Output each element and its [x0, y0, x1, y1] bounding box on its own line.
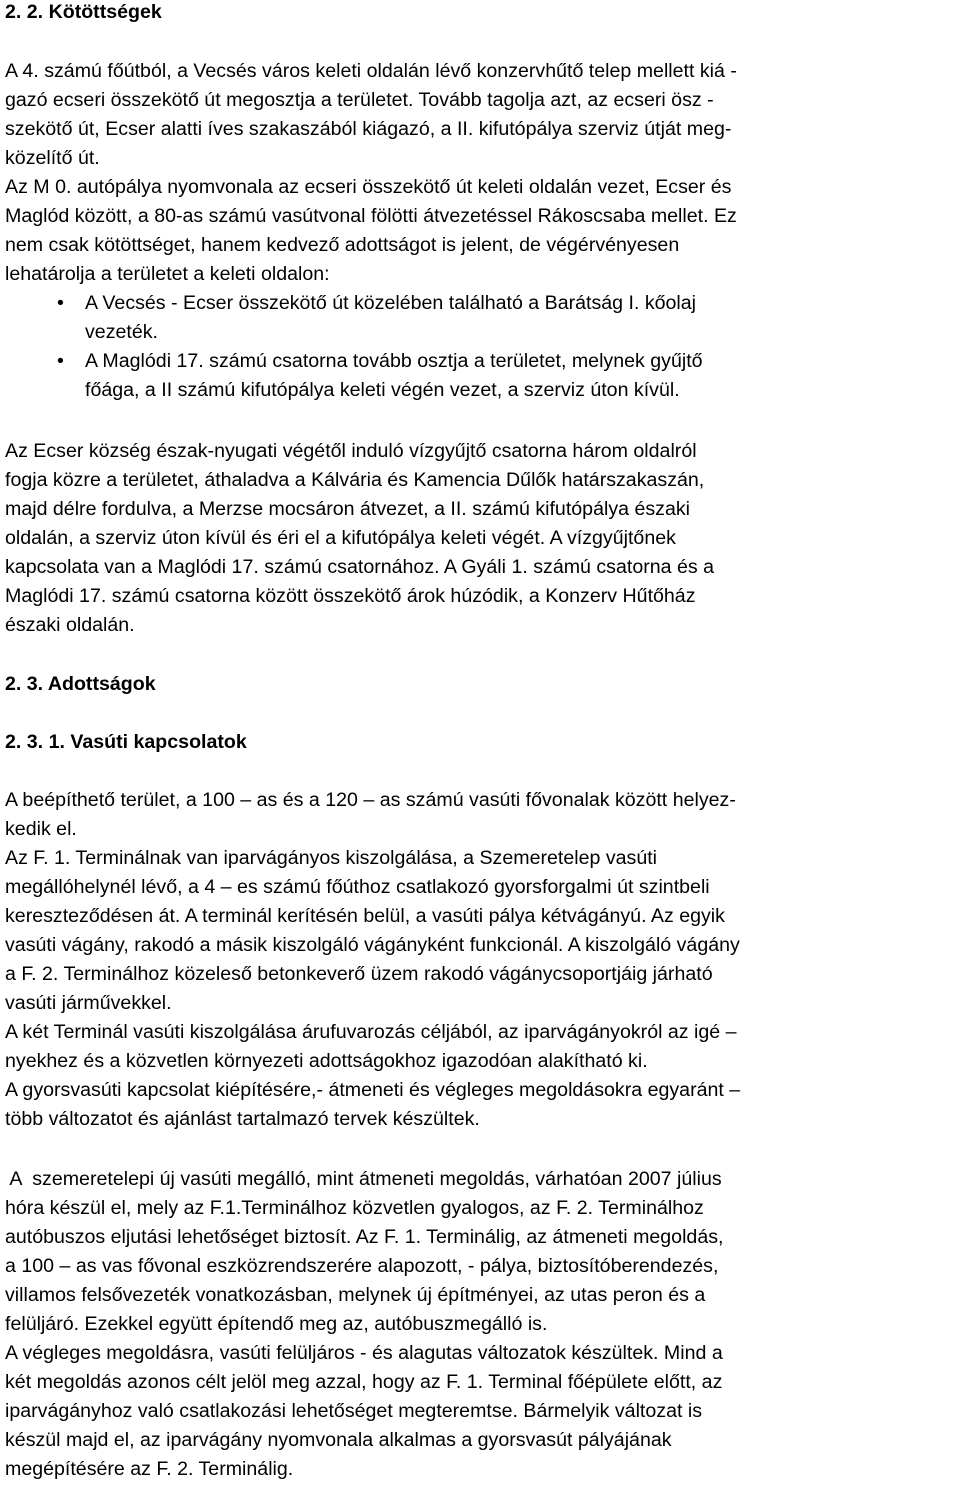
text-line: Az F. 1. Terminálnak van iparvágányos kiszolgálása, a Szemeretelep vasúti [5, 847, 658, 869]
text-line: nyekhez és a közvetlen környezeti adottságokhoz igazodóan alakítható ki. [5, 1050, 648, 1072]
text-line: felüljáró. Ezekkel együtt építendő meg az, autóbuszmegálló is. [5, 1313, 548, 1335]
text-line: Az Ecser község észak-nyugati végétől induló vízgyűjtő csatorna három oldalról [5, 440, 697, 462]
text-line: A két Terminál vasúti kiszolgálása árufuvarozás céljából, az iparvágányokról az igé – [5, 1021, 737, 1043]
text-line: készül majd el, az iparvágány nyomvonala alkalmas a gyorsvasút pályájának [5, 1429, 672, 1451]
bullet-icon: • [57, 350, 64, 372]
list-item [5, 289, 703, 347]
text-line: hóra készül el, mely az F.1.Terminálhoz közvetlen gyalogos, az F. 2. Terminálhoz [5, 1197, 704, 1219]
list-item-line [5, 318, 703, 347]
text-line: Az M 0. autópálya nyomvonala az ecseri összekötő út keleti oldalán vezet, Ecser és [5, 176, 732, 198]
section-heading-kotottsegek: 2. 2. Kötöttségek [5, 1, 162, 23]
text-line: autóbuszos eljutási lehetőséget biztosít. Az F. 1. Terminálig, az átmeneti megoldás, [5, 1226, 724, 1248]
paragraph-kotottsegek-1 [5, 57, 737, 173]
paragraph-vasuti-2 [5, 1165, 723, 1484]
text-line: lehatárolja a területet a keleti oldalon: [5, 263, 330, 285]
text-line: északi oldalán. [5, 614, 135, 636]
text-line: vasúti járművekkel. [5, 992, 172, 1014]
paragraph-kotottsegek-3 [5, 437, 714, 640]
list-item-line [5, 347, 703, 376]
list-item-text: A Maglódi 17. számú csatorna tovább osztja a területet, melynek gyűjtő [85, 350, 703, 372]
text-line: kereszteződésen át. A terminál kerítésén belül, a vasúti pálya kétvágányú. Az egyik [5, 905, 725, 927]
text-line: villamos felsővezeték vonatkozásban, melynek új építményei, az utas peron és a [5, 1284, 706, 1306]
section-heading-vasuti-kapcsolatok: 2. 3. 1. Vasúti kapcsolatok [5, 731, 247, 753]
bullet-icon: • [57, 292, 64, 314]
text-line: kedik el. [5, 818, 77, 840]
list-item-text: A Vecsés - Ecser összekötő út közelében található a Barátság I. kőolaj [85, 292, 697, 314]
text-line: fogja közre a területet, áthaladva a Kálvária és Kamencia Dűlők határszakaszán, [5, 469, 705, 491]
text-line: A szemeretelepi új vasúti megálló, mint átmeneti megoldás, várhatóan 2007 július [5, 1168, 722, 1190]
text-line: gazó ecseri összekötő út megosztja a területet. Tovább tagolja azt, az ecseri ösz - [5, 89, 714, 111]
paragraph-kotottsegek-2 [5, 173, 737, 289]
text-line: majd délre fordulva, a Merzse mocsáron átvezet, a II. számú kifutópálya északi [5, 498, 690, 520]
text-line: A 4. számú főútból, a Vecsés város keleti oldalán lévő konzervhűtő telep mellett kiá - [5, 60, 737, 82]
list-item-text: vezeték. [85, 321, 158, 343]
section-heading-adottsagok: 2. 3. Adottságok [5, 673, 156, 695]
text-line: kapcsolata van a Maglódi 17. számú csatornához. A Gyáli 1. számú csatorna és a [5, 556, 715, 578]
text-line: A gyorsvasúti kapcsolat kiépítésére,- átmeneti és végleges megoldásokra egyaránt – [5, 1079, 741, 1101]
list-item-text: főága, a II számú kifutópálya keleti végén vezet, a szerviz úton kívül. [85, 379, 680, 401]
paragraph-vasuti-1 [5, 786, 740, 1134]
text-line: A végleges megoldásra, vasúti felüljáros - és alagutas változatok készültek. Mind a [5, 1342, 723, 1364]
text-line: Maglódi 17. számú csatorna között összekötő árok húzódik, a Konzerv Hűtőház [5, 585, 696, 607]
text-line: vasúti vágány, rakodó a másik kiszolgáló vágányként funkcionál. A kiszolgáló vágány [5, 934, 740, 956]
text-line: iparvágányhoz való csatlakozási lehetőséget megteremtse. Bármelyik változat is [5, 1400, 703, 1422]
list-item [5, 347, 703, 405]
text-line: megállóhelynél lévő, a 4 – es számú főúthoz csatlakozó gyorsforgalmi út szintbeli [5, 876, 710, 898]
text-line: a 100 – as vas fővonal eszközrendszerére alapozott, - pálya, biztosítóberendezés, [5, 1255, 719, 1277]
text-line: közelítő út. [5, 147, 100, 169]
text-line: Maglód között, a 80-as számú vasútvonal fölötti átvezetéssel Rákoscsaba mellet. Ez [5, 205, 737, 227]
text-line: megépítésére az F. 2. Terminálig. [5, 1458, 294, 1480]
list-item-line [5, 376, 703, 405]
text-line: több változatot és ajánlást tartalmazó tervek készültek. [5, 1108, 480, 1130]
bullet-list [5, 289, 703, 405]
list-item-line [5, 289, 703, 318]
text-line: szekötő út, Ecser alatti íves szakaszából kiágazó, a II. kifutópálya szerviz útját meg- [5, 118, 732, 140]
text-line: A beépíthető terület, a 100 – as és a 120 – as számú vasúti fővonalak között helyez- [5, 789, 736, 811]
text-line: a F. 2. Terminálhoz közeleső betonkeverő üzem rakodó vágánycsoportjáig járható [5, 963, 713, 985]
text-line: két megoldás azonos célt jelöl meg azzal, hogy az F. 1. Terminal főépülete előtt, az [5, 1371, 723, 1393]
text-line: oldalán, a szerviz úton kívül és éri el a kifutópálya keleti végét. A vízgyűjtőnek [5, 527, 676, 549]
text-line: nem csak kötöttséget, hanem kedvező adottságot is jelent, de végérvényesen [5, 234, 680, 256]
